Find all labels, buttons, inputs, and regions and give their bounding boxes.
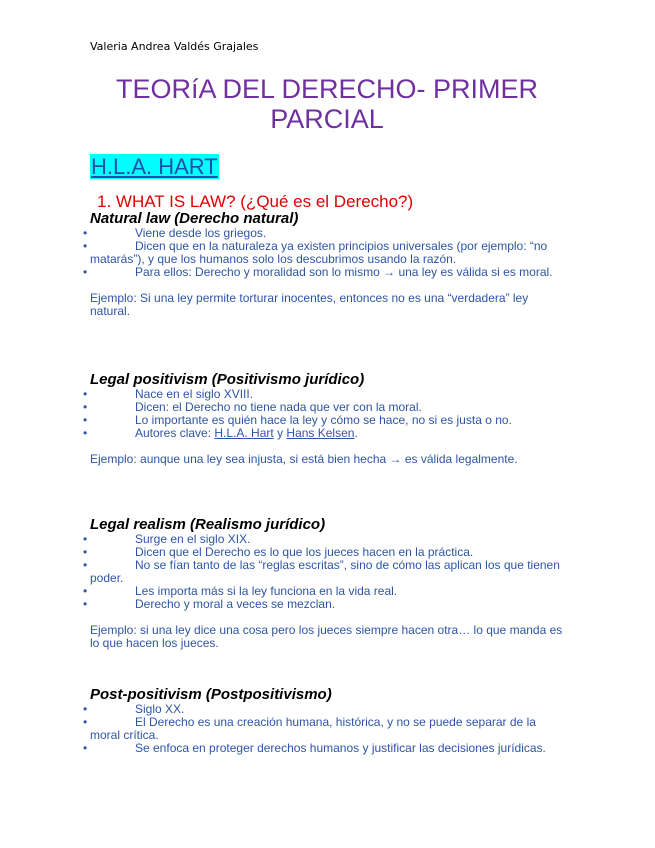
bullet-icon: • bbox=[83, 426, 88, 440]
list-item: • Dicen: el Derecho no tiene nada que ver con la moral. bbox=[83, 400, 422, 414]
bullet-icon: • bbox=[83, 545, 88, 559]
bullet-icon: • bbox=[83, 741, 88, 755]
list-item: • Nace en el siglo XVIII. bbox=[83, 387, 254, 401]
list-item: • Dicen que el Derecho es lo que los jueces hacen en la práctica. bbox=[83, 545, 474, 559]
bullet-icon: • bbox=[83, 239, 88, 253]
list-item: • No se fían tanto de las “reglas escritas”, sino de cómo las aplican los que tienen poder. bbox=[83, 558, 560, 585]
bullet-icon: • bbox=[83, 715, 88, 729]
list-item: • Se enfoca en proteger derechos humanos y justificar las decisiones jurídicas. bbox=[83, 741, 546, 755]
bullet-icon: • bbox=[83, 387, 88, 401]
example-text: Ejemplo: si una ley dice una cosa pero los jueces siempre hacen otra… lo que manda es lo que hacen los jueces. bbox=[90, 623, 563, 650]
list-item: • Siglo XX. bbox=[83, 702, 185, 716]
hart-heading: H.L.A. HART bbox=[91, 154, 218, 179]
bullet-icon: • bbox=[83, 558, 88, 572]
section-legal-positivism bbox=[83, 371, 565, 466]
document-title bbox=[90, 74, 564, 134]
section-heading: Natural law (Derecho natural) bbox=[90, 210, 299, 227]
section-natural-law bbox=[83, 210, 565, 318]
bullet-icon: • bbox=[83, 265, 88, 279]
bullet-icon: • bbox=[83, 532, 88, 546]
section-heading: Legal positivism (Positivismo jurídico) bbox=[90, 371, 365, 388]
author-link-hart[interactable]: H.L.A. Hart bbox=[214, 426, 274, 440]
section-legal-realism bbox=[83, 516, 565, 650]
title-line-1: TEORíA DEL DERECHO- PRIMER bbox=[115, 74, 539, 104]
author-link-kelsen[interactable]: Hans Kelsen bbox=[286, 426, 355, 440]
author-name: Valeria Andrea Valdés Grajales bbox=[90, 40, 259, 53]
list-item: • Surge en el siglo XIX. bbox=[83, 532, 251, 546]
list-item: • Lo importante es quién hace la ley y cómo se hace, no si es justa o no. bbox=[83, 413, 512, 427]
example-text: Ejemplo: aunque una ley sea injusta, si está bien hecha → es válida legalmente. bbox=[90, 452, 518, 466]
section-post-positivism bbox=[83, 686, 565, 755]
bullet-icon: • bbox=[83, 413, 88, 427]
list-item: • Para ellos: Derecho y moralidad son lo mismo → una ley es válida si es moral. bbox=[83, 265, 553, 279]
list-item: • El Derecho es una creación humana, histórica, y no se puede separar de la moral crítica. bbox=[83, 715, 536, 742]
title-line-2: PARCIAL bbox=[270, 104, 384, 134]
example-text: Ejemplo: Si una ley permite torturar inocentes, entonces no es una “verdadera” ley natural. bbox=[90, 291, 529, 318]
bullet-icon: • bbox=[83, 226, 88, 240]
list-item: • Derecho y moral a veces se mezclan. bbox=[83, 597, 336, 611]
section-heading: Legal realism (Realismo jurídico) bbox=[90, 516, 326, 533]
bullet-icon: • bbox=[83, 597, 88, 611]
what-is-law-heading: 1. WHAT IS LAW? (¿Qué es el Derecho?) bbox=[97, 192, 414, 211]
list-item: • Viene desde los griegos. bbox=[83, 226, 267, 240]
list-item: • Dicen que en la naturaleza ya existen principios universales (por ejemplo: “no matarás”), y que los humanos solo los descubrimos usando la razón. bbox=[83, 239, 548, 266]
bullet-icon: • bbox=[83, 400, 88, 414]
section-heading: Post-positivism (Postpositivismo) bbox=[90, 686, 332, 703]
list-item: • Les importa más si la ley funciona en la vida real. bbox=[83, 584, 398, 598]
list-item-authors: • Autores clave: H.L.A. Hart y Hans Kelsen. bbox=[83, 426, 358, 440]
bullet-icon: • bbox=[83, 702, 88, 716]
bullet-icon: • bbox=[83, 584, 88, 598]
